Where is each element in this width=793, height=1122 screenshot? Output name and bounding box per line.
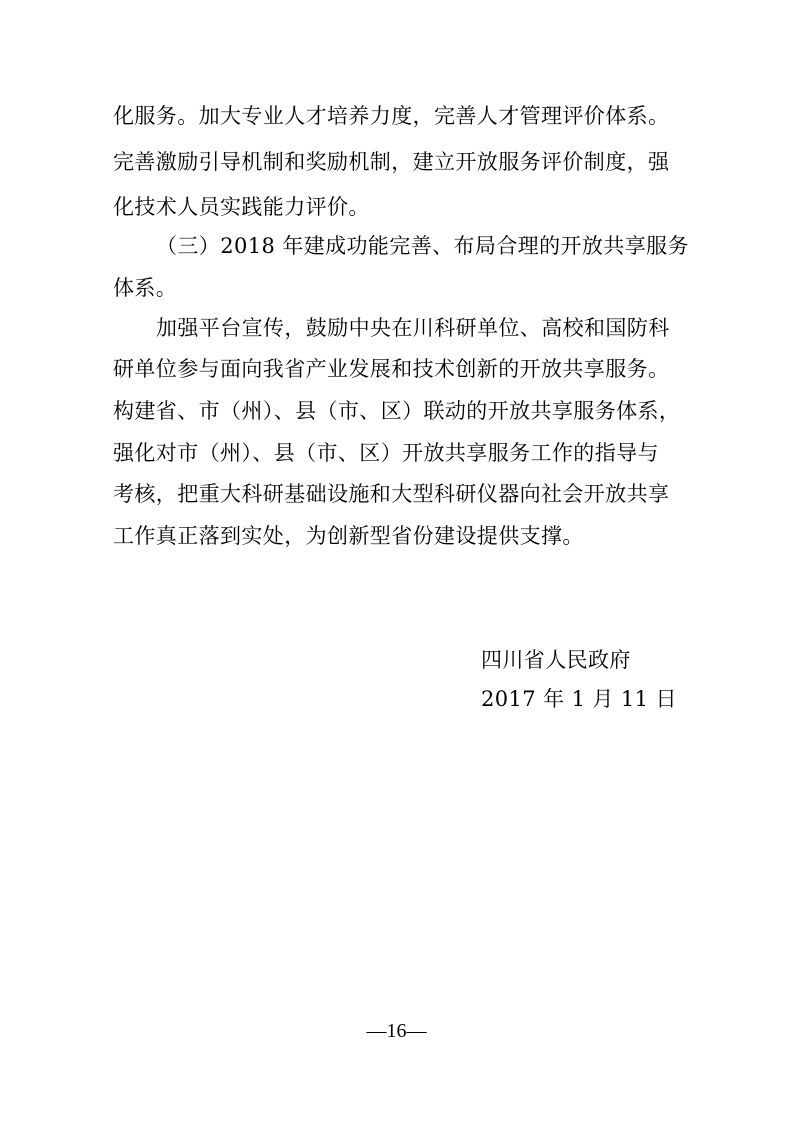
issuer-name: 四川省人民政府 xyxy=(481,648,631,672)
paragraph-2-line-3: 构建省、市（州）、县（市、区）联动的开放共享服务体系， xyxy=(113,399,681,423)
paragraph-2-line-5: 考核，把重大科研基础设施和大型科研仪器向社会开放共享 xyxy=(113,482,670,506)
paragraph-2-line-1: 加强平台宣传，鼓励中央在川科研单位、高校和国防科 xyxy=(156,316,670,340)
paragraph-1-line-3: 化技术人员实践能力评价。 xyxy=(113,195,370,219)
section-heading-3-line-1: （三）2018 年建成功能完善、布局合理的开放共享服务 xyxy=(156,234,689,258)
page-number: —16— xyxy=(366,1020,427,1042)
paragraph-2-line-4: 强化对市（州）、县（市、区）开放共享服务工作的指导与 xyxy=(113,441,659,465)
paragraph-2-line-2: 研单位参与面向我省产业发展和技术创新的开放共享服务。 xyxy=(113,357,670,381)
section-heading-3-line-2: 体系。 xyxy=(113,276,178,300)
paragraph-2-line-6: 工作真正落到实处，为创新型省份建设提供支撑。 xyxy=(113,524,584,548)
issue-date: 2017 年 1 月 11 日 xyxy=(481,687,677,711)
paragraph-1-line-1: 化服务。加大专业人才培养力度，完善人才管理评价体系。 xyxy=(113,104,670,128)
paragraph-1-line-2: 完善激励引导机制和奖励机制，建立开放服务评价制度，强 xyxy=(113,150,670,174)
